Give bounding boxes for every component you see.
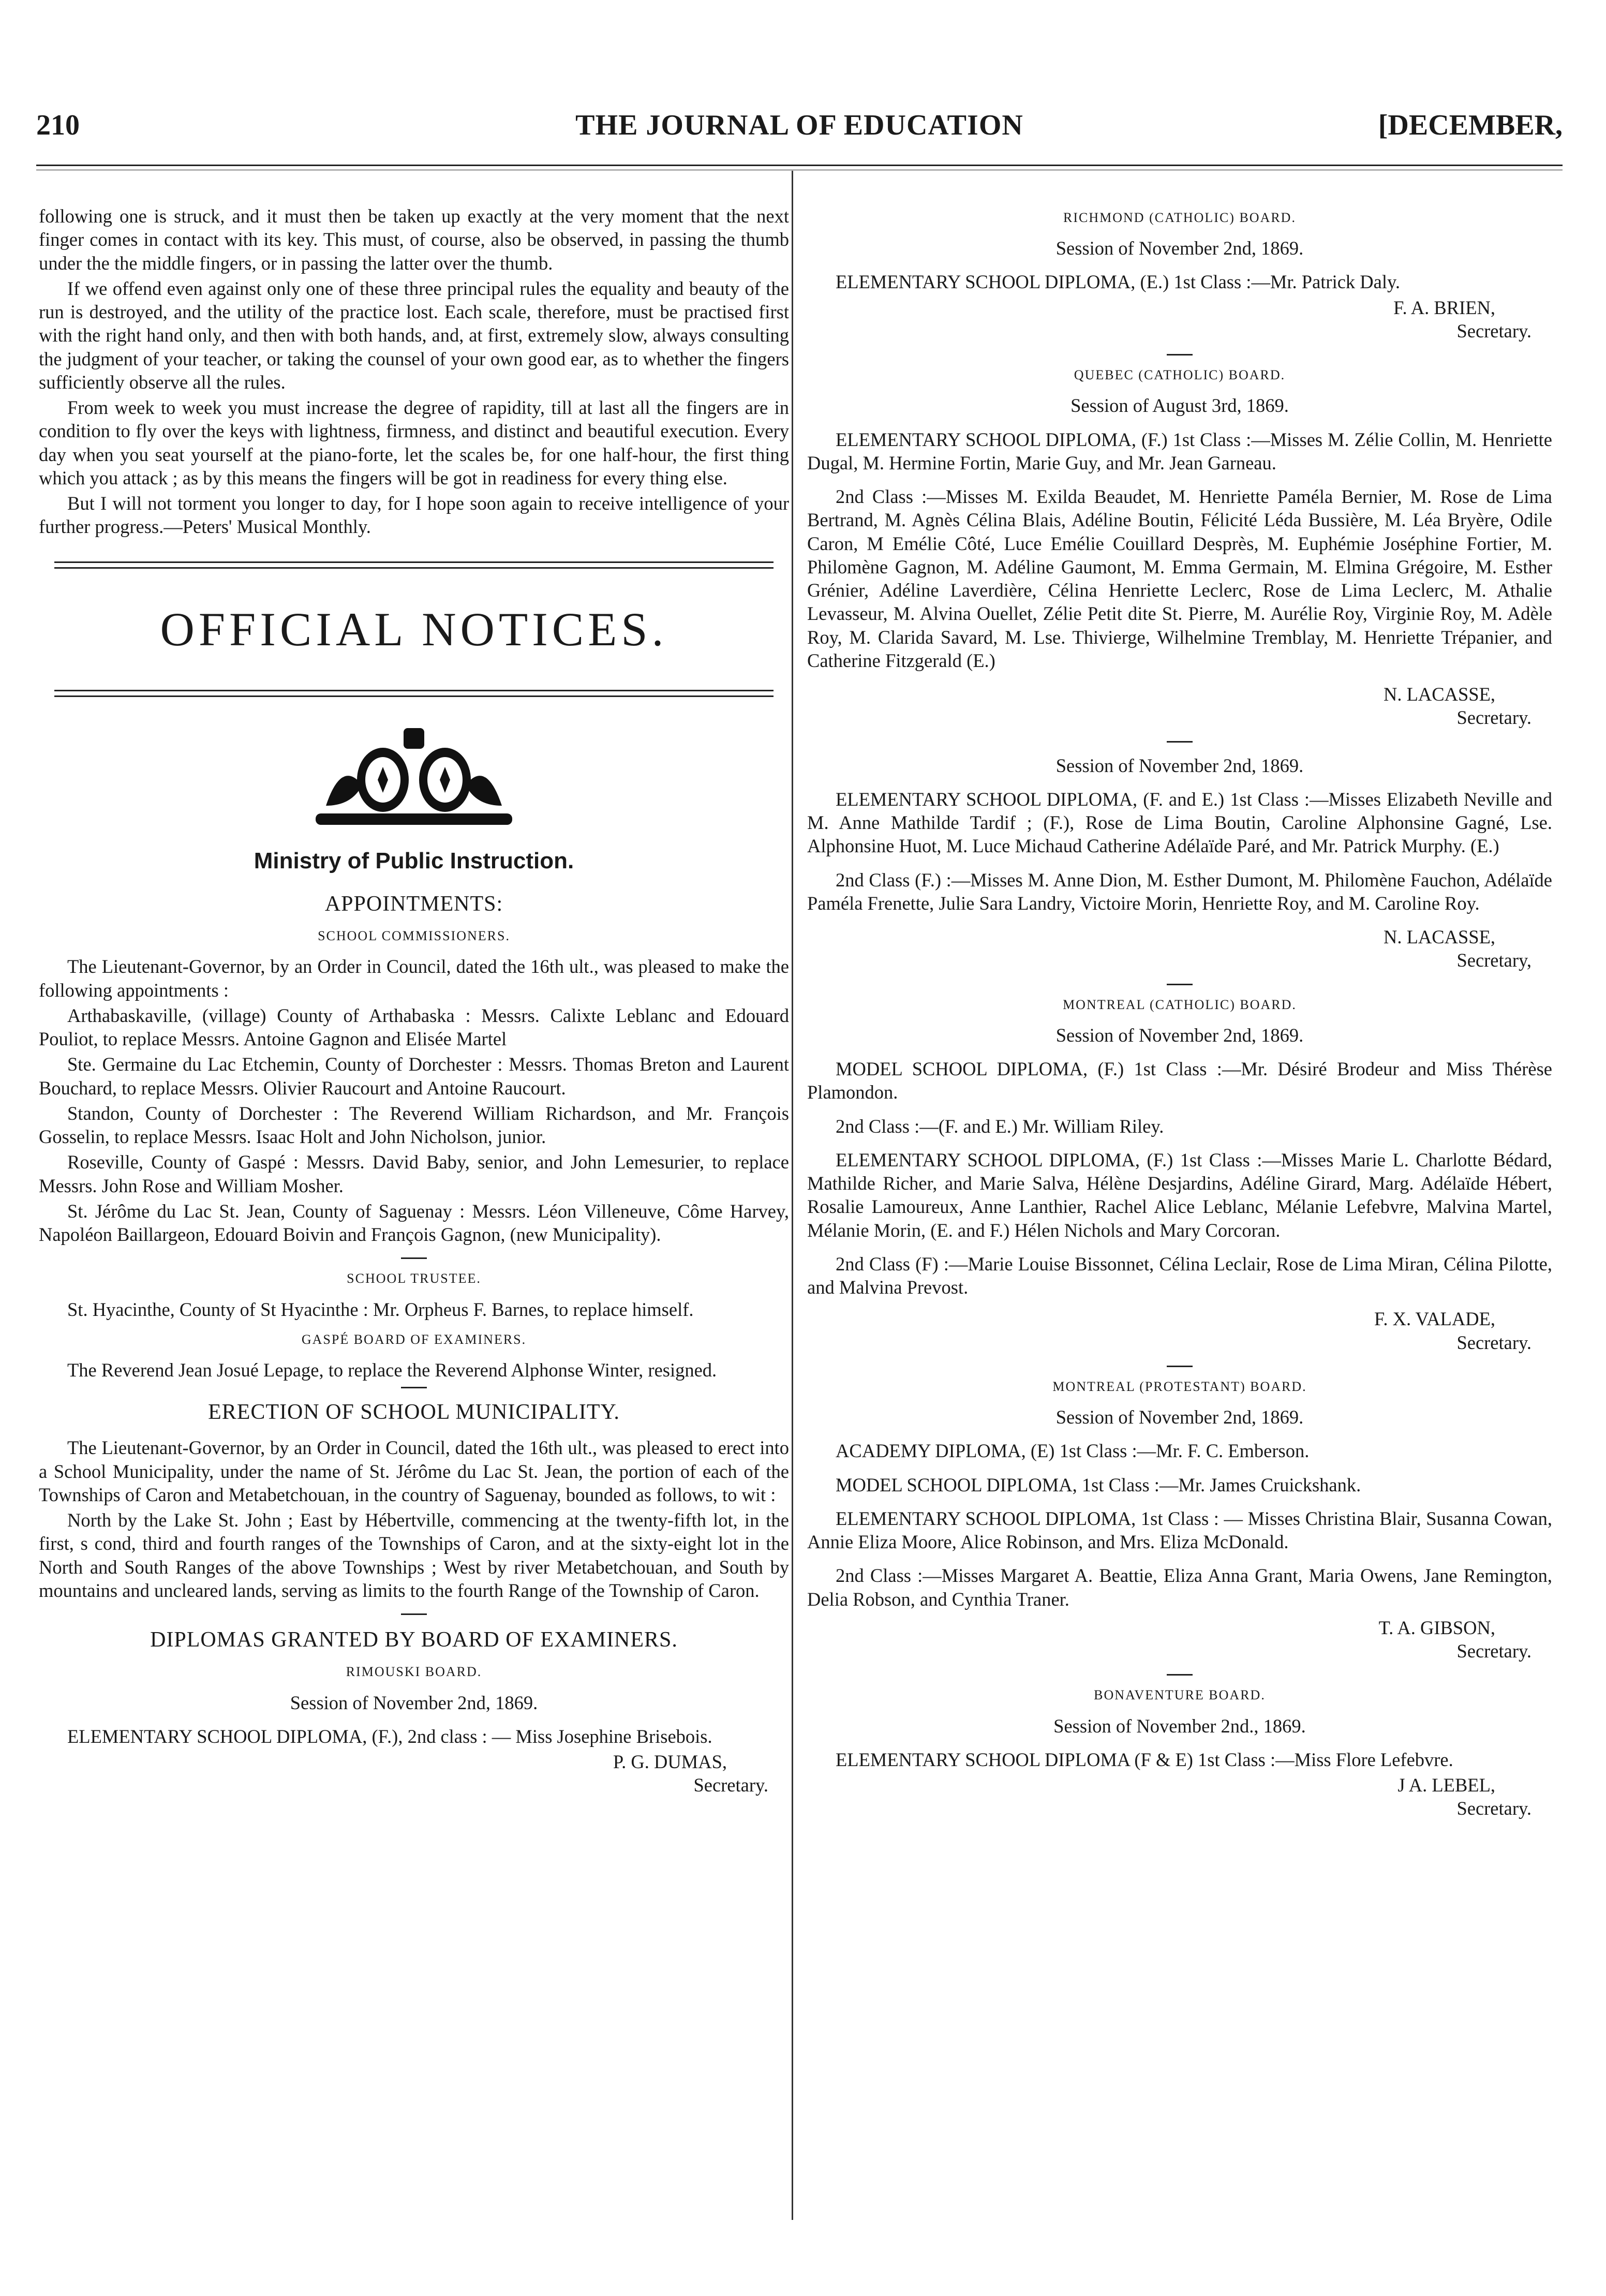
divider-dash — [1167, 354, 1193, 355]
diplomas-heading: DIPLOMAS GRANTED BY BOARD OF EXAMINERS. — [150, 1628, 678, 1652]
right-column — [807, 204, 1552, 1820]
notice-paragraph: St. Hyacinthe, County of St Hyacinthe : Mr. Orpheus F. Barnes, to replace himself. — [67, 1298, 694, 1320]
diploma-entry: 2nd Class (F.) :—Misses M. Anne Dion, M. Esther Dumont, M. Philomène Fauchon, Adélaïde Paméla Frenette, Julie Sara Landry, Victoire Morin, Henriette Roy, and M. Caroline Roy. — [807, 869, 1552, 914]
secretary-title: Secretary. — [1456, 1798, 1531, 1819]
diploma-entry: 2nd Class :—(F. and E.) Mr. William Riley. — [836, 1115, 1164, 1137]
diploma-entry: ELEMENTARY SCHOOL DIPLOMA (F & E) 1st Class :—Miss Flore Lefebvre. — [836, 1749, 1453, 1770]
page-number: 210 — [36, 109, 80, 141]
divider-dash — [401, 1387, 427, 1388]
session-date: Session of November 2nd, 1869. — [1055, 754, 1304, 776]
school-commissioners-heading: SCHOOL COMMISSIONERS. — [318, 928, 510, 944]
session-date: Session of November 2nd, 1869. — [1055, 1024, 1304, 1046]
secretary-name: F. X. VALADE, — [1374, 1308, 1495, 1330]
diploma-entry: MODEL SCHOOL DIPLOMA, (F.) 1st Class :—Mr. Désiré Brodeur and Miss Thérèse Plamondon. — [807, 1058, 1552, 1103]
notice-paragraph: The Lieutenant-Governor, by an Order in Council, dated the 16th ult., was pleased to erect into a School Municipality, under the name of St. Jérôme du Lac St. Jean, the portion of each of the Townships of Caron and Metabetchouan, in the country of Saguenay, bounded as follows, to wit : — [39, 1437, 789, 1505]
appointments-heading: APPOINTMENTS: — [324, 892, 503, 916]
diploma-entry: ELEMENTARY SCHOOL DIPLOMA, (F.) 1st Class :—Misses Marie L. Charlotte Bédard, Mathilde Richer, and Marie Salva, Hélène Desjardins, Adéline Girard, Marg. Adélaïde Hébert, Rosalie Lamoureux, Anne Lanthier, Rachel Alice Leblanc, Mélanie Lefebvre, Malvina Martel, Mélanie Morin, (E. and F.) Hélen Nichols and Mary Corcoran. — [807, 1149, 1552, 1241]
diploma-entry: ELEMENTARY SCHOOL DIPLOMA, (F.), 2nd class : — Miss Josephine Brisebois. — [67, 1725, 712, 1747]
notice-paragraph: St. Jérôme du Lac St. Jean, County of Saguenay : Messrs. Léon Villeneuve, Côme Harvey, Napoléon Baillargeon, Edouard Boivin and François Gagnon, (new Municipality). — [39, 1200, 789, 1246]
header-rule — [36, 165, 1563, 166]
erection-heading: ERECTION OF SCHOOL MUNICIPALITY. — [208, 1400, 620, 1425]
diploma-entry: ELEMENTARY SCHOOL DIPLOMA, 1st Class : — Misses Christina Blair, Susanna Cowan, Annie Eliza Moore, Alice Robinson, and Mrs. Eliza McDonald. — [807, 1507, 1552, 1553]
session-date: Session of November 2nd, 1869. — [1055, 238, 1304, 259]
page-header — [36, 109, 1563, 155]
diploma-entry: 2nd Class :—Misses Margaret A. Beattie, Eliza Anna Grant, Maria Owens, Jane Remington, Delia Robson, and Cynthia Traner. — [807, 1565, 1552, 1610]
secretary-title: Secretary. — [693, 1774, 768, 1796]
montreal-protestant-heading: MONTREAL (PROTESTANT) BOARD. — [1052, 1379, 1307, 1394]
secretary-title: Secretary. — [1456, 1331, 1531, 1353]
article-paragraph: From week to week you must increase the degree of rapidity, till at last all the fingers are in condition to fly over the keys with lightness, firmness, and distinct and beautiful execution. Every day when you seat yourself at the piano-forte, let the scales be, for one half-hour, the first thing which you attack ; as by this means the fingers will be got in readiness for every thing else. — [39, 397, 789, 488]
article-paragraph: But I will not torment you longer to day, for I hope soon again to receive intelligence of your further progress.—Peters' Musical Monthly. — [39, 493, 789, 538]
notice-paragraph: Roseville, County of Gaspé : Messrs. David Baby, senior, and John Lemesurier, to replace Messrs. John Rose and William Mosher. — [39, 1151, 789, 1196]
notice-paragraph: Arthabaskaville, (village) County of Arthabaska : Messrs. Calixte Leblanc and Edouard Pouliot, to replace Messrs. Antoine Gagnon and Elisée Martel — [39, 1004, 789, 1050]
column-divider — [792, 171, 793, 2220]
secretary-title: Secretary. — [1456, 320, 1531, 342]
diploma-entry: MODEL SCHOOL DIPLOMA, 1st Class :—Mr. James Cruickshank. — [836, 1474, 1361, 1495]
secretary-name: T. A. GIBSON, — [1378, 1617, 1495, 1638]
notice-paragraph: North by the Lake St. John ; East by Hébertville, commencing at the twenty-fifth lot, in the first, s cond, third and fourth ranges of the Townships of Caron, and at the sixty-eight lot in the North and South Ranges of the above Townships ; West by river Metabetchouan, and South by mountains and uncleared lands, serving as limits to the fourth Range of the Township of Caron. — [39, 1509, 789, 1601]
coat-of-arms-emblem — [305, 718, 523, 837]
journal-title: THE JOURNAL OF EDUCATION — [575, 109, 1023, 141]
section-rule — [54, 690, 774, 697]
session-date: Session of November 2nd, 1869. — [290, 1692, 538, 1713]
diploma-entry: ELEMENTARY SCHOOL DIPLOMA, (F.) 1st Class :—Misses M. Zélie Collin, M. Henriette Dugal, M. Hermine Fortin, Marie Guy, and Mr. Jean Garneau. — [807, 428, 1552, 473]
session-date: Session of August 3rd, 1869. — [1070, 395, 1289, 417]
secretary-name: F. A. BRIEN, — [1393, 297, 1495, 318]
secretary-title: Secretary, — [1456, 950, 1531, 971]
divider-dash — [1167, 1366, 1193, 1367]
richmond-board-heading: RICHMOND (CATHOLIC) BOARD. — [1063, 210, 1296, 225]
session-date: Session of November 2nd., 1869. — [1053, 1715, 1306, 1737]
divider-dash — [401, 1613, 427, 1615]
session-date: Session of November 2nd, 1869. — [1055, 1406, 1304, 1428]
article-paragraph: following one is struck, and it must then be taken up exactly at the very moment that the next finger comes in contact with its key. This must, of course, also be observed, in passing the thumb under the the middle fingers, or in passing the latter over the thumb. — [39, 205, 789, 274]
divider-dash — [1167, 984, 1193, 985]
left-column — [39, 204, 789, 1797]
notice-paragraph: The Reverend Jean Josué Lepage, to replace the Reverend Alphonse Winter, resigned. — [67, 1359, 717, 1381]
secretary-name: J A. LEBEL, — [1397, 1774, 1495, 1796]
section-rule — [54, 561, 774, 569]
diploma-entry: ELEMENTARY SCHOOL DIPLOMA, (E.) 1st Class :—Mr. Patrick Daly. — [836, 271, 1401, 293]
bonaventure-board-heading: BONAVENTURE BOARD. — [1094, 1687, 1266, 1703]
school-trustee-heading: SCHOOL TRUSTEE. — [347, 1271, 481, 1286]
secretary-name: N. LACASSE, — [1384, 926, 1495, 948]
notice-paragraph: Ste. Germaine du Lac Etchemin, County of Dorchester : Messrs. Thomas Breton and Laurent Bouchard, to replace Messrs. Olivier Raucourt and Antoine Raucourt. — [39, 1054, 789, 1099]
quebec-board-heading: QUEBEC (CATHOLIC) BOARD. — [1074, 367, 1286, 383]
gaspe-board-heading: GASPÉ BOARD OF EXAMINERS. — [301, 1331, 527, 1347]
divider-dash — [1167, 1674, 1193, 1676]
secretary-name: P. G. DUMAS, — [613, 1751, 727, 1773]
rimouski-board-heading: RIMOUSKI BOARD. — [346, 1664, 482, 1680]
diploma-entry: 2nd Class (F) :—Marie Louise Bissonnet, Célina Leclair, Rose de Lima Miran, Célina Pilotte, and Malvina Prevost. — [807, 1253, 1552, 1298]
divider-dash — [401, 1257, 427, 1259]
notice-paragraph: The Lieutenant-Governor, by an Order in Council, dated the 16th ult., was pleased to make the following appointments : — [39, 956, 789, 1001]
diploma-entry: ACADEMY DIPLOMA, (E) 1st Class :—Mr. F. C. Emberson. — [836, 1440, 1310, 1462]
ministry-heading: Ministry of Public Instruction. — [254, 848, 574, 873]
diploma-entry: 2nd Class :—Misses M. Exilda Beaudet, M. Henriette Paméla Bernier, M. Rose de Lima Bertrand, M. Agnès Célina Blais, Adéline Boutin, Félicité Léda Bussière, M. Léa Bryère, Odile Caron, M Emélie Côté, Luce Emélie Couillard Desprès, M. Euphémie Joséphine Fortier, M. Philomène Gagnon, M. Adéline Gaumont, M. Emma Germain, M. Elmina Grégoire, M. Esther Grénier, Adéline Laverdière, Célina Henriette Leclerc, Rose de Lima Leclerc, M. Athalie Levasseur, M. Alvina Ouellet, Zélie Petit dite St. Pierre, M. Aurélie Roy, Virginie Roy, M. Adèle Roy, M. Clarida Savard, M. Lse. Thivierge, Wilhelmine Tremblay, M. Henriette Trépanier, and Catherine Fitzgerald (E.) — [807, 486, 1552, 671]
diploma-entry: ELEMENTARY SCHOOL DIPLOMA, (F. and E.) 1st Class :—Misses Elizabeth Neville and M. Anne Mathilde Tardif ; (F.), Rose de Lima Boutin, Caroline Alphonsine Gagné, Lse. Alphonsine Huot, M. Luce Michaud Catherine Adélaïde Paré, and Mr. Patrick Murphy. (E.) — [807, 788, 1552, 857]
secretary-title: Secretary. — [1456, 707, 1531, 729]
secretary-title: Secretary. — [1456, 1640, 1531, 1662]
official-notices-heading: OFFICIAL NOTICES. — [160, 602, 668, 656]
divider-dash — [1167, 741, 1193, 743]
issue-month: [DECEMBER, — [1378, 109, 1563, 141]
secretary-name: N. LACASSE, — [1384, 684, 1495, 705]
article-paragraph: If we offend even against only one of these three principal rules the equality and beauty of the run is destroyed, and the utility of the practice lost. Each scale, therefore, must be practised first with the right hand only, and then with both hands, and, at first, extremely slow, always consulting the judgment of your teacher, or taking the counsel of your own good ear, as to whether the fingers sufficiently observe all the rules. — [39, 277, 789, 393]
notice-paragraph: Standon, County of Dorchester : The Reverend William Richardson, and Mr. François Gosselin, to replace Messrs. Isaac Holt and John Nicholson, junior. — [39, 1102, 789, 1148]
montreal-catholic-heading: MONTREAL (CATHOLIC) BOARD. — [1063, 997, 1297, 1012]
